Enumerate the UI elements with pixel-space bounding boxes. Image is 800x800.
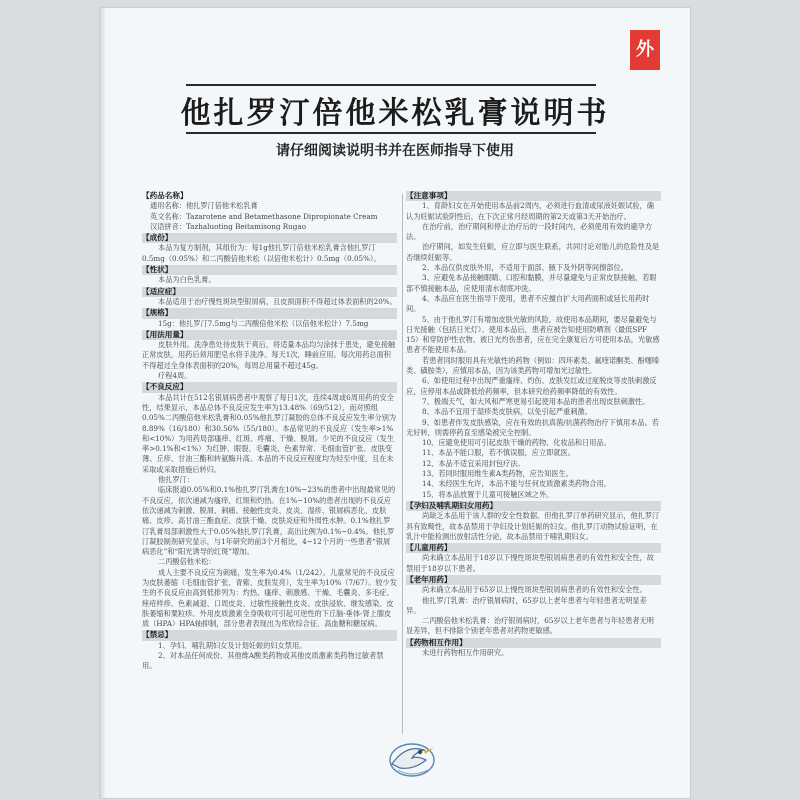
contraindication-item: 1、孕妇、哺乳期妇女及计划妊娠的妇女禁用。 xyxy=(158,640,307,650)
section-heading-precautions: 【注意事项】 xyxy=(406,191,661,201)
section-heading-children: 【儿童用药】 xyxy=(406,543,661,553)
appearance-text: 本品为白色乳膏。 xyxy=(158,275,216,285)
section-heading-contraindications: 【禁忌】 xyxy=(142,630,397,640)
section-heading-appearance: 【性状】 xyxy=(142,265,397,275)
section-heading-dosage: 【用法用量】 xyxy=(142,330,397,340)
precaution-item: 4、本品应在医生指导下使用，患者不应擅自扩大用药面积或延长用药时间。 xyxy=(406,293,650,314)
pregnancy-text: 尚缺乏本品用于该人群的安全性数据。但他扎罗汀单药研究显示，他扎罗汀具有致畸性，故本品禁用于孕妇及计划妊娠的妇女。他扎罗汀动物试验证明，在乳汁中能检测出放射活性分泌，故本品禁用于哺乳期妇女。 xyxy=(406,511,660,541)
precaution-item: 8、本品不宜用于湿疹类皮肤病，以免引起严重刺激。 xyxy=(422,407,592,417)
leaflet-sheet xyxy=(100,8,690,798)
adverse-p4: 二丙酸倍他米松： xyxy=(158,557,216,567)
section-heading-ingredients: 【成份】 xyxy=(142,233,397,243)
adverse-p2: 他扎罗汀： xyxy=(158,475,194,485)
section-heading-drug-name: 【药品名称】 xyxy=(142,191,188,200)
english-name: 英文名称：Tazarotene and Betamethasone Dipropionate Cream xyxy=(150,211,378,221)
precaution-item: 7、极端天气，如大风和严寒更易引起使用本品的患者出现皮肤刺激性。 xyxy=(422,396,650,406)
section-heading-interactions: 【药物相互作用】 xyxy=(406,638,661,648)
section-heading-elderly: 【老年用药】 xyxy=(406,575,661,585)
generic-name: 通用名称：他扎罗汀倍他米松乳膏 xyxy=(150,201,258,211)
section-heading-spec: 【规格】 xyxy=(142,308,397,318)
left-column xyxy=(142,190,397,672)
precaution-item: 2、本品仅供皮肤外用，不适用于面部、腋下及外阴等间擦部位。 xyxy=(422,263,628,273)
contraindication-item: 2、对本品任何成份、其他维A酸类药物或其他皮质激素类药物过敏者禁用。 xyxy=(142,651,384,671)
precaution-item: 3、应避免本品接触眼睛、口腔和黏膜，并尽量避免与正常皮肤接触，若眼部不慎接触本品，应使用清水彻底冲洗。 xyxy=(406,273,657,293)
adverse-p3: 临床报道0.05%和0.1%他扎罗汀乳膏在10%~23%的患者中出现最常见的不良反应，依次递减为瘙痒、红斑和灼热。在1%~10%的患者出现的不良反应依次递减为刺激、脱屑、刺痛、接触性皮炎、皮炎、湿疹、银屑病恶化、皮肤痛、皮疹、高甘油三酯血症、皮肤干燥、皮肤炎症和外周性水肿。0.1%他扎罗汀乳膏局部刺激性大于0.05%他扎罗汀乳膏，高出比例为0.1%~0.4%。他扎罗汀凝胶制剂研究显示，与1年研究的前3个月相比，4~12个月的一些患者“银屑病恶化”和“阳光诱导的红斑”增加。 xyxy=(142,485,396,557)
precaution-item: 若患者同时服用具有光敏性的药物（例如：四环素类、氟喹诺酮类、酚噻嗪类、磺胺类），应慎用本品，因为该类药物可增加光过敏性。 xyxy=(406,355,660,376)
section-heading-pregnancy: 【孕妇及哺乳期妇女用药】 xyxy=(406,501,661,511)
precaution-item: 治疗期间，如发生妊娠，应立即与医生联系，共同讨论对胎儿的危险性及是否继续妊娠等。 xyxy=(406,242,660,262)
indications-text: 本品适用于治疗慢性斑块型银屑病，且皮损面积不得超过体表面积的20%。 xyxy=(158,296,397,306)
column-divider xyxy=(402,194,403,734)
pinyin-name: 汉语拼音：Tazhaluoting Beitamisong Rugao xyxy=(150,221,307,231)
precaution-item: 15、将本品放置于儿童可接触区域之外。 xyxy=(422,489,554,499)
precaution-item: 10、应避免使用可引起皮肤干燥的药物、化妆品和日用品。 xyxy=(422,438,611,448)
precaution-item: 9、如患者伴发皮肤感染，应在有效的抗真菌/抗菌药物治疗下慎用本品。若无好转，则需停药直至感染被完全控制。 xyxy=(406,417,659,437)
title-bottom-rule xyxy=(186,132,596,134)
precaution-item: 12、本品不适宜采用封包疗法。 xyxy=(422,458,525,468)
elderly-p2: 他扎罗汀乳膏：治疗银屑病时，65岁以上老年患者与年轻患者无明显差异。 xyxy=(406,595,647,615)
section-heading-indications: 【适应症】 xyxy=(142,287,397,297)
external-use-badge: 外 xyxy=(630,30,660,70)
precaution-item: 11、本品不能口服，若不慎误服，应立即就医。 xyxy=(422,448,575,458)
bird-logo-icon xyxy=(382,730,442,786)
spec-text: 15g：他扎罗汀7.5mg与二丙酸倍他米松（以倍他米松计）7.5mg xyxy=(158,318,369,328)
precaution-item: 5、由于他扎罗汀有增加皮肤光敏的风险，故使用本品期间，要尽量避免与日光接触（包括日光灯）。使用本品后，患者应被告知使用防晒剂（最低SPF 15）和穿防护性衣物。被日光灼伤患者，应在完全康复后方可使用本品，光敏感患者不能使用本品。 xyxy=(406,314,660,355)
precaution-item: 13、若同时服用维生素A类药物，应告知医生。 xyxy=(422,469,573,479)
right-column xyxy=(406,190,661,658)
adverse-p1: 本品共计在512名银屑病患者中观察了每日1次，连续4周或6周用药的安全性，结果显示，本品总体不良反应发生率为13.48%（69/512），而对照组0.05%二丙酸倍他米松乳膏和0.05%他扎罗汀凝胶的总体不良反应发生率分别为8.89%（16/180）和30.56%（55/180）。本品常见的不良反应（发生率>1%和<10%）为用药局部瘙痒、红斑、疼痛、干燥、脱屑。少见的不良反应（发生率>0.1%和<1%）为红肿、眼裂、毛囊炎、色素异常、毛细血管扩张、皮肤变薄、丘疹、甘油三酯和转氨酶升高。本品的不良反应程度均为轻至中度，且在未采取或采取措施后转归。 xyxy=(142,392,397,474)
precaution-item: 1、育龄妇女在开始使用本品前2周内，必须进行血清或尿液妊娠试验，确认为妊娠试验阴性后，在下次正常月经周期的第2天或第3天开始治疗。 xyxy=(406,201,654,221)
children-text: 尚未确立本品用于18岁以下慢性斑块型银屑病患者的有效性和安全性，故禁用于18岁以下患者。 xyxy=(406,553,654,573)
section-heading-adverse: 【不良反应】 xyxy=(142,382,397,392)
interactions-text: 未进行药物相互作用研究。 xyxy=(422,648,509,658)
elderly-p1: 尚未确立本品用于65岁以上慢性斑块型银屑病患者的有效性和安全性。 xyxy=(422,585,647,595)
document-subtitle: 请仔细阅读说明书并在医师指导下使用 xyxy=(276,143,514,159)
precaution-item: 14、未经医生允许，本品不能与任何皮质激素类药物合用。 xyxy=(422,479,611,489)
dosage-text: 皮肤外用。洗净患处待皮肤干爽后，将适量本品均匀涂抹于患处，避免接触正常皮肤，用药后须用肥皂水将手洗净。每天1次，睡前应用。每次用药总面积不得超过全身体表面积的20%，每周总用量不超过45g。 xyxy=(142,340,396,370)
ingredients-text: 本品为复方制剂，其组份为：每1g他扎罗汀倍他米松乳膏含他扎罗汀0.5mg（0.05%）和二丙酸倍他米松（以倍他米松计）0.5mg（0.05%）。 xyxy=(142,243,381,263)
adverse-p5: 成人主要不良反应为刺痛，发生率为0.4%（1/242）。儿童常见的不良反应为皮肤萎缩（毛细血管扩张、青紫、皮肤发亮），发生率为10%（7/67）。较少发生的不良反应由高到低排列为：灼热、瘙痒、刺激感、干燥、毛囊炎、多毛症、痤疮样疹、色素减退、口周皮炎、过敏性接触性皮炎、皮肤浸软、继发感染、皮肤萎缩和粟粒疹。外用皮质激素全身吸收可引起可逆性的下丘脑-垂体-肾上腺皮质（HPA）HPA轴抑制，部分患者表现出为库欣综合征、高血糖和糖尿病。 xyxy=(142,567,397,629)
document-title: 他扎罗汀倍他米松乳膏说明书 xyxy=(180,96,610,131)
precaution-item: 在治疗前，治疗期间和停止治疗后的一段时间内，必须使用有效的避孕方法。 xyxy=(406,221,653,242)
elderly-p3: 二丙酸倍他米松乳膏：治疗银屑病时，65岁以上老年患者与年轻患者无明显差异，但不排除个别老年患者对药物更敏感。 xyxy=(406,616,654,636)
title-top-rule xyxy=(186,84,596,86)
dosage-course: 疗程4周。 xyxy=(158,371,192,381)
precaution-item: 6、如使用过程中出现严重瘙痒、灼伤、皮肤发红或过度脱皮等皮肤刺激反应，应停用本品或降低给药频率，但本研究给药频率降低的有效性。 xyxy=(406,376,657,396)
